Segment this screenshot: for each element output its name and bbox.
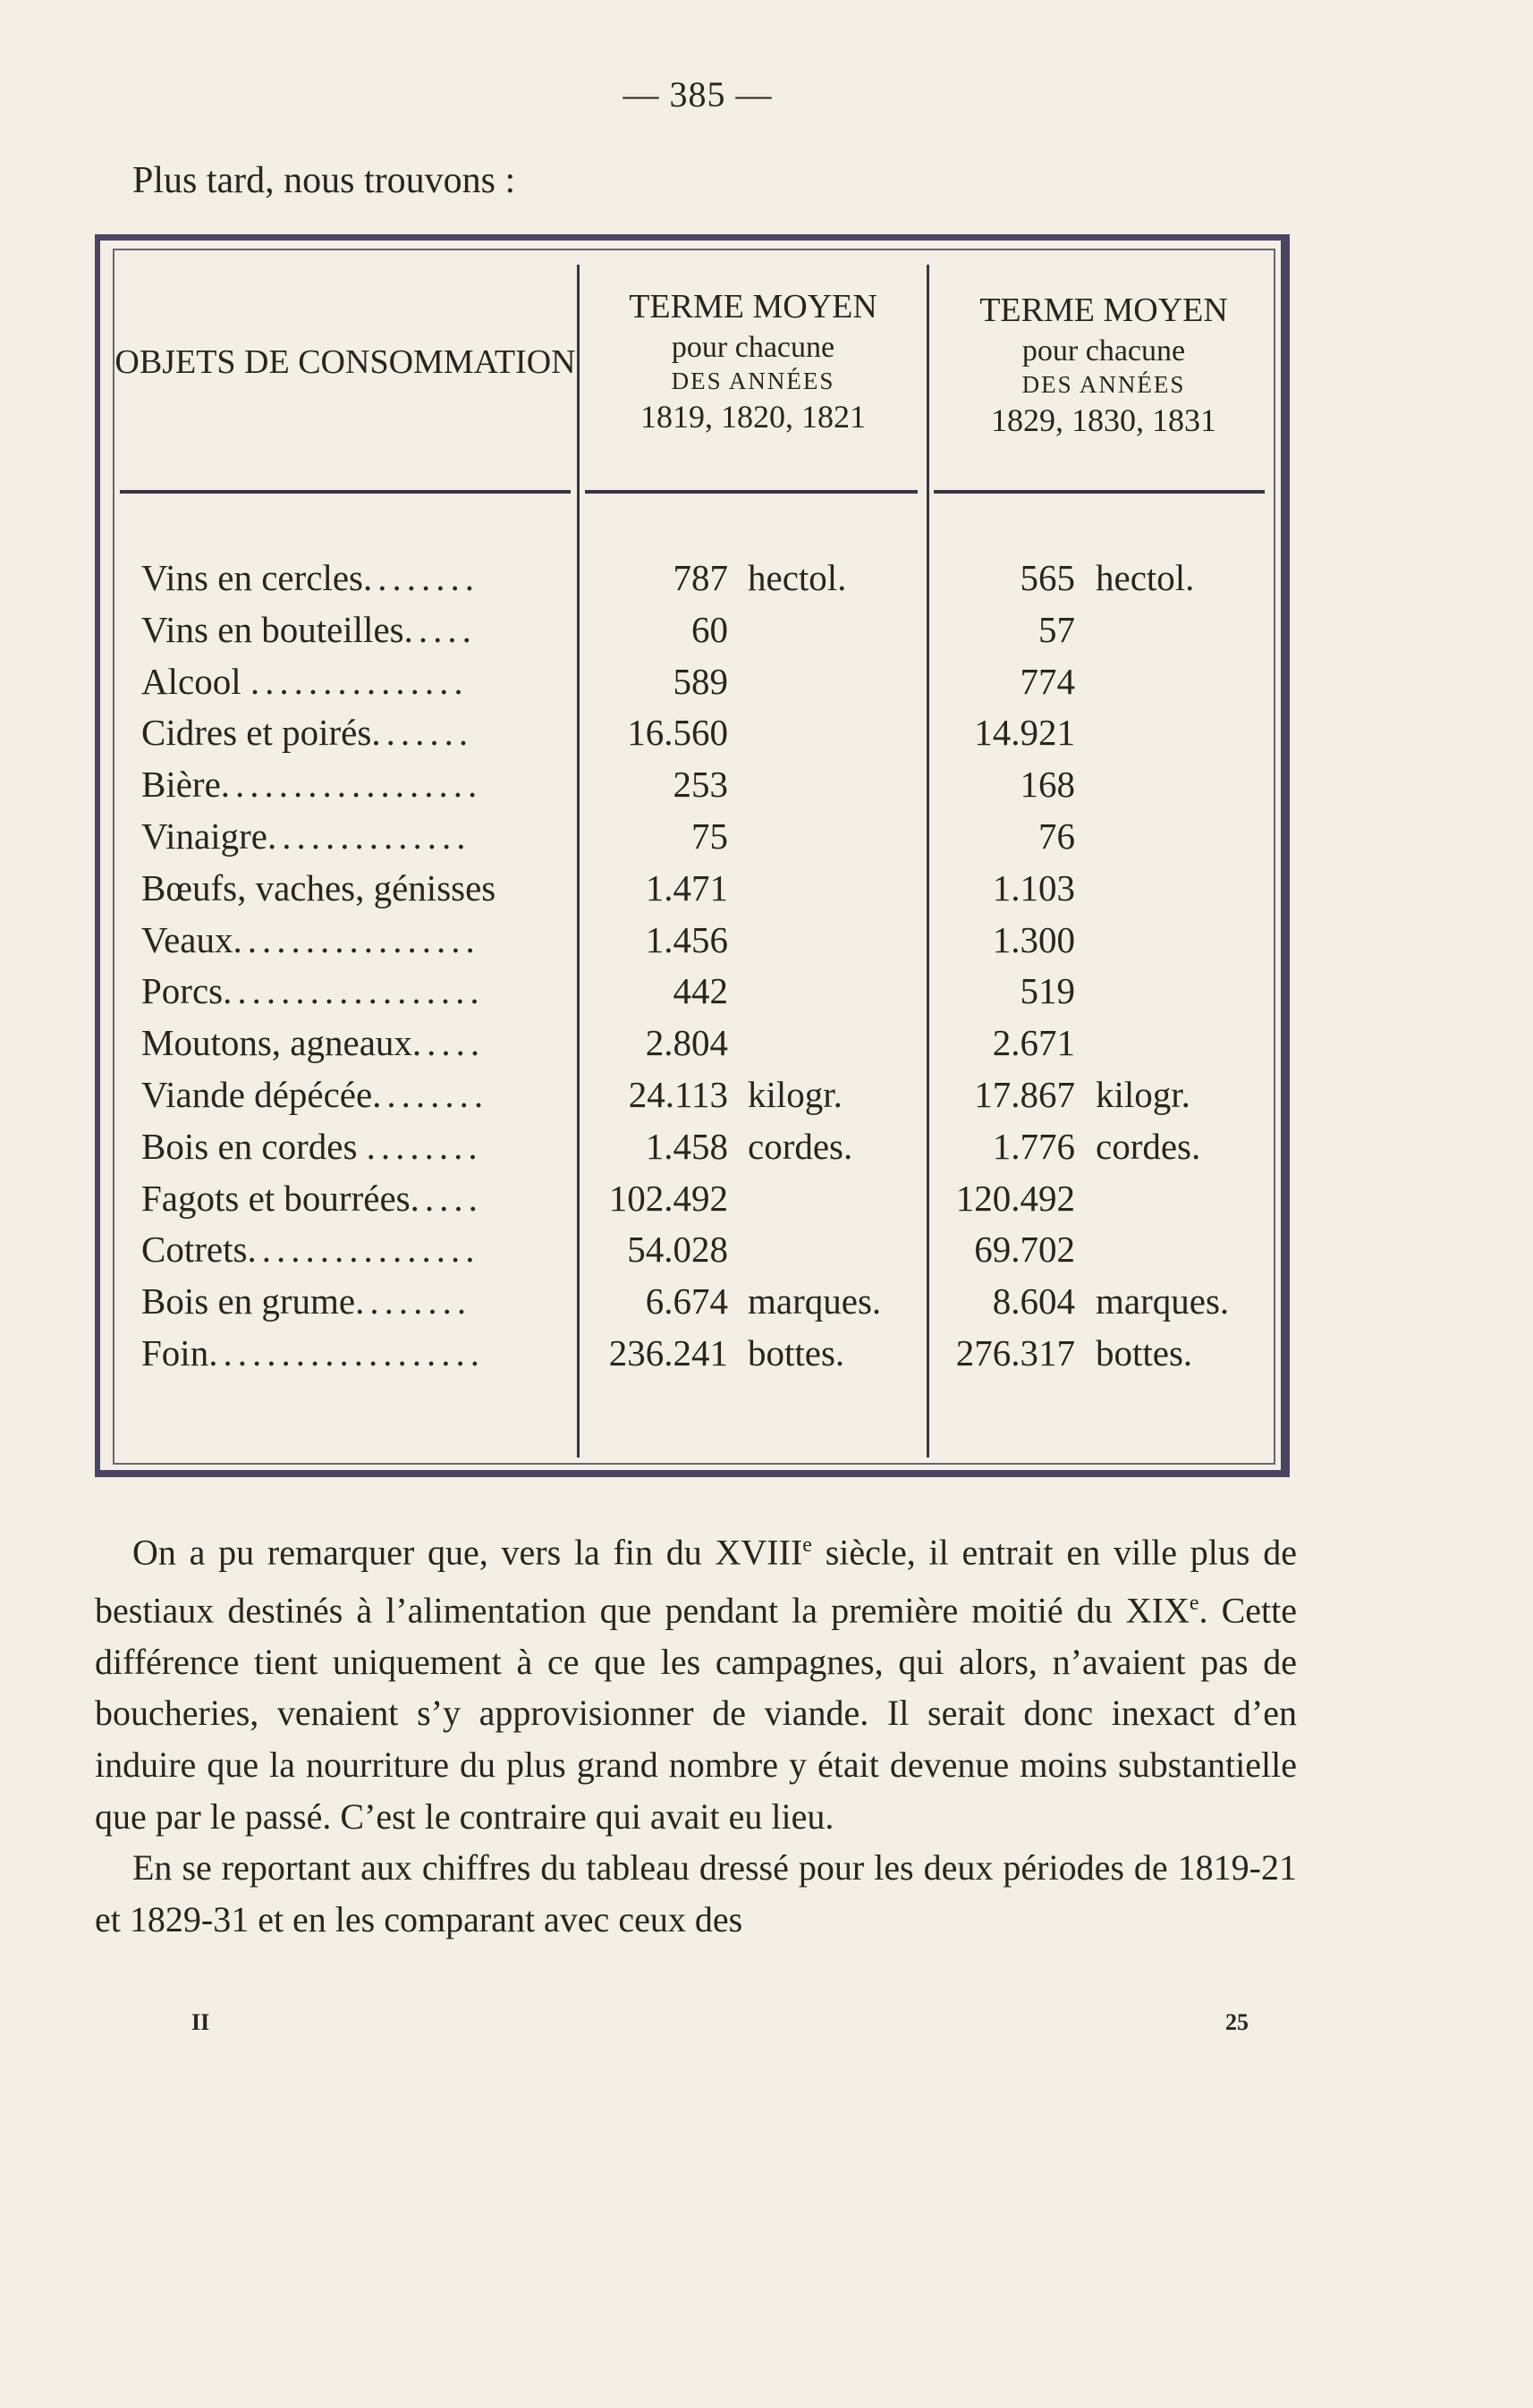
header-line: DES ANNÉES [1021, 371, 1186, 398]
leader-dots: .................. [220, 764, 483, 806]
unit-period-2: hectol. [1096, 557, 1195, 598]
value-period-1: 1.471 [645, 866, 728, 908]
header-years: 1829, 1830, 1831 [991, 401, 1216, 438]
table-row [0, 556, 1533, 608]
value-period-2: 1.776 [992, 1125, 1075, 1167]
item-name: Bois en cordes [141, 1125, 367, 1167]
value-period-2: 168 [1020, 764, 1075, 806]
table-row [0, 763, 1533, 815]
value-period-2: 276.317 [955, 1331, 1075, 1373]
leader-dots: ....... [371, 712, 474, 754]
body-text [95, 1520, 1297, 1945]
item-name: Veaux [141, 918, 233, 960]
leader-dots: .................. [223, 970, 485, 1012]
value-period-1: 253 [673, 764, 728, 806]
unit-period-2: kilogr. [1096, 1073, 1190, 1115]
value-period-1: 442 [673, 970, 728, 1012]
paragraph-1-part-a: On a pu remarquer que, vers la fin du XVIII [132, 1532, 803, 1573]
row-label [141, 1331, 574, 1374]
superscript: e [802, 1534, 812, 1557]
table-row [0, 1331, 1533, 1383]
superscript: e [1189, 1591, 1199, 1615]
signature-mark-left: II [191, 2009, 210, 2035]
value-period-1: 24.113 [628, 1073, 728, 1115]
table-row [0, 969, 1533, 1021]
item-name: Bœufs, vaches, génisses [141, 866, 496, 908]
value-period-1: 589 [673, 660, 728, 702]
header-line: pour chacune [671, 330, 835, 364]
value-period-2: 565 [1020, 557, 1075, 598]
value-period-2: 120.492 [955, 1177, 1075, 1219]
value-period-1: 236.241 [608, 1331, 728, 1373]
table-row [0, 1177, 1533, 1229]
page-number: — 385 — [623, 74, 773, 114]
leader-dots: ..... [403, 608, 477, 650]
item-name: Cotrets [141, 1229, 248, 1271]
header-line: TERME MOYEN [979, 291, 1228, 329]
value-period-2: 1.103 [992, 866, 1075, 908]
signature-mark-right: 25 [1225, 2009, 1249, 2035]
row-label [141, 969, 574, 1012]
header-line: TERME MOYEN [629, 288, 877, 325]
unit-period-1: bottes. [748, 1331, 845, 1373]
leader-dots: ........ [372, 1073, 489, 1115]
row-label [141, 608, 574, 651]
paragraph-1 [95, 1520, 1297, 1842]
intro-line: Plus tard, nous trouvons : [132, 160, 516, 201]
leader-dots: ................. [233, 918, 480, 960]
value-period-2: 519 [1020, 970, 1075, 1012]
item-name: Cidres et poirés [141, 712, 372, 754]
unit-period-1: kilogr. [748, 1073, 843, 1115]
item-name: Vins en cercles [141, 557, 363, 598]
item-name: Foin [141, 1331, 209, 1373]
item-name: Alcool [141, 660, 250, 702]
table-row [0, 1228, 1533, 1280]
row-label [141, 711, 574, 754]
paragraph-1-part-c: . Cette différence tient uniquement à ce que les campagnes, qui alors, n’avaient pas de boucheries, venaient s’y approvisionner de viande. Il serait donc inexact d’en induire que la nourriture du plus grand nombre y était devenue moins substantielle que par le passé. C’est le contraire qui avait eu lieu. [95, 1590, 1298, 1837]
leader-dots: ........ [366, 1125, 483, 1167]
table-row [0, 918, 1533, 970]
header-rule-3 [934, 490, 1265, 494]
row-label [141, 1021, 574, 1064]
row-label [141, 1228, 574, 1271]
row-label [141, 1280, 574, 1322]
row-label [141, 763, 574, 806]
value-period-1: 16.560 [627, 712, 728, 754]
leader-dots: .............. [267, 815, 471, 857]
value-period-1: 60 [691, 608, 728, 650]
value-period-1: 75 [691, 815, 728, 857]
column-header-objects: OBJETS DE CONSOMMATION [114, 343, 576, 381]
value-period-2: 2.671 [992, 1022, 1075, 1064]
row-label [141, 1073, 574, 1116]
table-row [0, 866, 1533, 918]
row-label [141, 556, 574, 599]
value-period-1: 1.456 [645, 918, 728, 960]
unit-period-2: cordes. [1096, 1125, 1201, 1167]
value-period-2: 774 [1020, 660, 1075, 702]
value-period-2: 14.921 [974, 712, 1075, 754]
leader-dots: ............... [250, 660, 469, 702]
row-label [141, 1177, 574, 1220]
value-period-1: 54.028 [627, 1229, 728, 1271]
value-period-2: 69.702 [974, 1229, 1075, 1271]
item-name: Moutons, agneaux [141, 1022, 412, 1064]
value-period-1: 2.804 [645, 1022, 728, 1064]
item-name: Porcs [141, 970, 224, 1012]
item-name: Fagots et bourrées [141, 1177, 411, 1219]
row-label [141, 1125, 574, 1168]
item-name: Vins en bouteilles [141, 608, 404, 650]
row-label [141, 866, 574, 909]
header-rule-2 [585, 490, 918, 494]
item-name: Vinaigre [141, 815, 267, 857]
leader-dots: ................ [247, 1229, 480, 1271]
leader-dots: ..... [411, 1022, 486, 1064]
value-period-1: 102.492 [608, 1177, 728, 1219]
header-line: DES ANNÉES [671, 368, 835, 394]
value-period-1: 6.674 [645, 1280, 728, 1322]
row-label [141, 815, 574, 858]
row-label [141, 660, 574, 703]
header-rule-1 [120, 490, 571, 494]
table-row [0, 660, 1533, 712]
column-header-period-1 [583, 286, 923, 437]
unit-period-2: bottes. [1096, 1331, 1193, 1373]
value-period-1: 787 [673, 557, 728, 598]
unit-period-1: cordes. [748, 1125, 853, 1167]
leader-dots: ........ [355, 1280, 472, 1322]
item-name: Viande dépécée [141, 1073, 373, 1115]
row-label [141, 918, 574, 961]
header-line: pour chacune [1021, 334, 1186, 368]
leader-dots: ..... [410, 1177, 483, 1219]
leader-dots: ................... [208, 1331, 485, 1373]
unit-period-2: marques. [1096, 1280, 1230, 1322]
value-period-2: 57 [1038, 608, 1075, 650]
table-row [0, 1021, 1533, 1073]
paragraph-1-part-b: siècle, il entrait en ville plus de bestiaux destinés à l’alimentation que pendant la première moitié du XIX [95, 1532, 1298, 1631]
value-period-2: 1.300 [992, 918, 1075, 960]
table-row [0, 711, 1533, 763]
column-header-period-2 [934, 290, 1274, 441]
header-years: 1819, 1820, 1821 [640, 398, 866, 435]
value-period-2: 17.867 [974, 1073, 1075, 1115]
value-period-2: 76 [1038, 815, 1075, 857]
table-row [0, 1280, 1533, 1331]
value-period-1: 1.458 [645, 1125, 728, 1167]
table-row [0, 815, 1533, 866]
value-period-2: 8.604 [992, 1280, 1075, 1322]
paragraph-2: En se reportant aux chiffres du tableau dressé pour les deux périodes de 1819-21 et 1829-31 et en les comparant avec ceux des [95, 1847, 1297, 1939]
unit-period-1: marques. [748, 1280, 882, 1322]
table-row [0, 1073, 1533, 1125]
item-name: Bière [141, 764, 221, 806]
table-row [0, 608, 1533, 660]
item-name: Bois en grume [141, 1280, 356, 1322]
unit-period-1: hectol. [748, 557, 847, 598]
table-row [0, 1125, 1533, 1177]
leader-dots: ........ [362, 557, 479, 598]
table-body [0, 556, 1533, 1383]
